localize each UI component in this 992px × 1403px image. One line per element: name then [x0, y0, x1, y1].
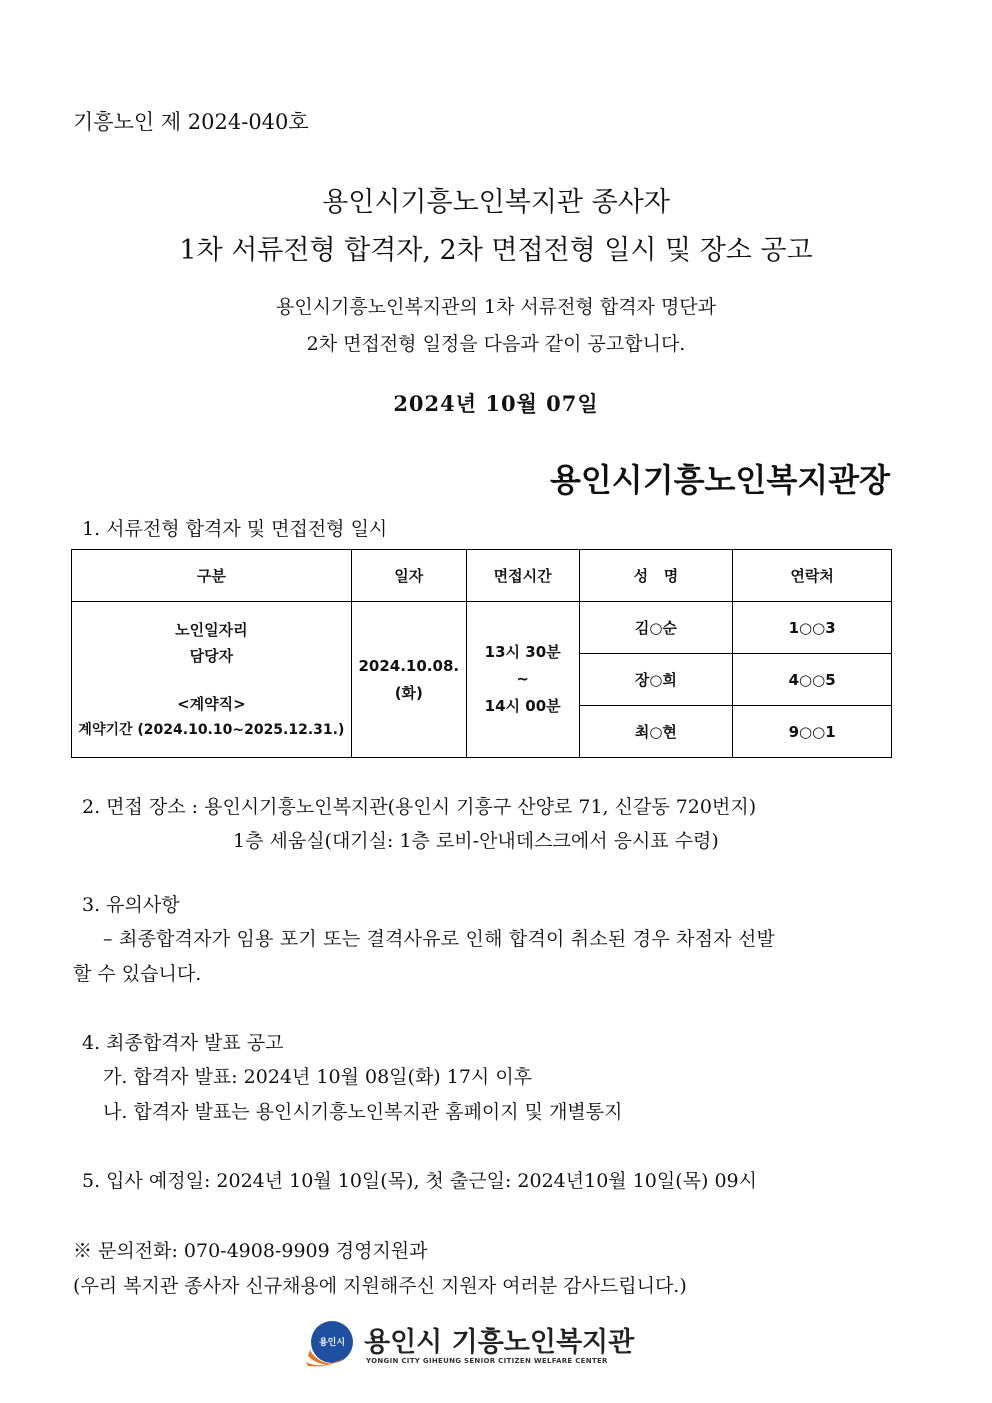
table-header-row — [72, 550, 892, 602]
table-row — [72, 602, 892, 654]
interview-weekday: (화) — [394, 683, 423, 702]
intro-line-1: 용인시기흥노인복지관의 1차 서류전형 합격자 명단과 — [275, 296, 717, 318]
section-4-item-b: 나. 합격자 발표는 용인시기흥노인복지관 홈페이지 및 개별통지 — [103, 1101, 623, 1123]
section-3-line-2: 할 수 있습니다. — [73, 963, 202, 985]
interview-time-start: 13시 30분 — [484, 643, 561, 661]
welfare-center-logo — [300, 1318, 635, 1372]
section-1-title: 1. 서류전형 합격자 및 면접전형 일시 — [82, 518, 388, 540]
issuer-name: 용인시기흥노인복지관장 — [549, 461, 890, 499]
header-category: 구분 — [72, 550, 352, 602]
category-line: 담당자 — [189, 646, 234, 665]
section-5: 5. 입사 예정일: 2024년 10월 10일(목), 첫 출근일: 2024년10월 10일(목) 09시 — [82, 1170, 757, 1192]
section-3-title: 3. 유의사항 — [82, 894, 180, 916]
section-4-title: 4. 최종합격자 발표 공고 — [82, 1032, 284, 1054]
interview-time-separator: ~ — [516, 670, 529, 688]
logo-subtitle: YONGIN CITY GIHEUNG SENIOR CITIZEN WELFARE CENTER — [366, 1357, 608, 1365]
inquiry-phone: ※ 문의전화: 070-4908-9909 경영지원과 — [73, 1240, 428, 1262]
applicant-table — [71, 549, 892, 758]
title-line-2: 1차 서류전형 합격자, 2차 면접전형 일시 및 장소 공고 — [179, 235, 813, 266]
applicant-contact: 9○○1 — [733, 706, 892, 758]
applicant-name: 김○순 — [579, 602, 733, 654]
announcement-date: 2024년 10월 07일 — [393, 391, 599, 416]
logo-emblem-icon — [300, 1318, 360, 1372]
document-number: 기흥노인 제 2024-040호 — [73, 110, 309, 134]
interview-date: 2024.10.08. — [358, 656, 460, 675]
category-line: 노인일자리 — [175, 620, 248, 639]
applicant-contact: 4○○5 — [733, 654, 892, 706]
section-3-line-1: – 최종합격자가 임용 포기 또는 결격사유로 인해 합격이 취소된 경우 차점자 선발 — [103, 928, 776, 950]
header-date: 일자 — [351, 550, 466, 602]
logo-emblem-text: 용인시 — [318, 1338, 346, 1348]
section-2-line-1: 2. 면접 장소 : 용인시기흥노인복지관(용인시 기흥구 산양로 71, 신갈동 720번지) — [82, 796, 757, 818]
applicant-name: 장○희 — [579, 654, 733, 706]
contract-period: 계약기간 (2024.10.10~2025.12.31.) — [78, 721, 345, 738]
title-line-1: 용인시기흥노인복지관 종사자 — [322, 187, 670, 218]
header-time: 면접시간 — [466, 550, 579, 602]
logo-name: 용인시 기흥노인복지관 — [364, 1327, 635, 1358]
interview-time-cell — [466, 602, 579, 758]
header-contact: 연락처 — [733, 550, 892, 602]
interview-time-end: 14시 00분 — [484, 697, 561, 715]
applicant-name: 최○현 — [579, 706, 733, 758]
interview-date-cell — [351, 602, 466, 758]
intro-line-2: 2차 면접전형 일정을 다음과 같이 공고합니다. — [306, 333, 686, 355]
section-4-item-a: 가. 합격자 발표: 2024년 10월 08일(화) 17시 이후 — [103, 1066, 533, 1088]
category-cell — [72, 602, 352, 758]
header-name: 성 명 — [579, 550, 733, 602]
applicant-contact: 1○○3 — [733, 602, 892, 654]
category-line: <계약직> — [177, 694, 246, 713]
thanks-note: (우리 복지관 종사자 신규채용에 지원해주신 지원자 여러분 감사드립니다.) — [73, 1275, 687, 1297]
section-2-line-2: 1층 세움실(대기실: 1층 로비-안내데스크에서 응시표 수령) — [233, 830, 719, 852]
